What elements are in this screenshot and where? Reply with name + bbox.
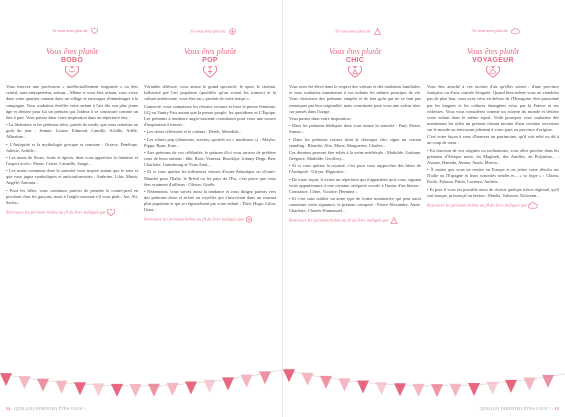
bunting-flag [111, 384, 123, 397]
triangle-icon [374, 28, 381, 35]
type-title: Vous êtes plutôt [466, 47, 520, 56]
footer-right [480, 406, 559, 411]
bunting-flag [19, 376, 31, 389]
paragraph: • Les noms de fleurs, fruits et épices, dont vous appréciez la fantaisie et l'aspect écolo : Prune, Cerise, Cannelle, Sauge... [6, 154, 138, 166]
paragraph: • La littérature et les prénoms rétro, passés de mode, que vous remettez au goût du jour : Jeanne, Louise, Edmond, Camille, Achille, Adèle, Albertine... [6, 122, 138, 140]
paragraph: • Et si vous quittez la royauté, c'est pour vous rapprocher des héros de l'Antiquité : Ulysse, Hippolyte... [289, 163, 421, 175]
paragraph: Véritable télévore, vous aimez le grand spectacle, le sport, le cinéma. Influencé par l'art populaire (qualifiés qu'on soient les formes) et la culture américaine, vous êtes un « produit de votre temps ». [144, 84, 276, 102]
bunting-flag [37, 379, 49, 392]
bunting-flag [487, 382, 499, 395]
heart-outline-icon [65, 66, 79, 78]
type-title: Vous êtes plutôt [183, 47, 237, 56]
bunting-flag [413, 384, 425, 397]
column-voyageur [427, 28, 559, 209]
bunting-flag [93, 383, 105, 396]
type-word: VOYAGEUR [472, 57, 514, 65]
column-bobo [6, 28, 138, 216]
bunting-garland [0, 360, 282, 406]
bunting-flag [130, 384, 142, 397]
body-text [289, 84, 421, 214]
retrouvez-text: Retrouvez les prénoms bobos au fil du livre indiqués par [6, 209, 107, 215]
paragraph: • L'Antiquité et la mythologie grecque et romaine : Octave, Pénélope, Juliette, Achille... [6, 141, 138, 153]
retrouvez-note [6, 209, 138, 216]
bunting-flag [542, 375, 554, 388]
bunting-flag [431, 384, 443, 397]
right-page [283, 0, 565, 417]
bunting-flag [222, 377, 234, 390]
type-word: CHIC [345, 57, 365, 65]
body-text [6, 84, 138, 206]
bunting-flag [283, 369, 295, 382]
heart-cross-icon [203, 66, 217, 78]
bunting-flag [505, 380, 517, 393]
heart-outline-icon [91, 28, 98, 34]
bunting-flag [241, 375, 253, 388]
heart-outline-icon [486, 66, 500, 78]
footer-text: - QUEL(LE) PARENT(E) ÊTES-VOUS ? [11, 406, 86, 411]
bunting-flag [185, 382, 197, 395]
footer-text: QUEL(LE) PARENT(E) ÊTES-VOUS ? - [479, 406, 554, 411]
intro-line [12, 28, 138, 46]
type-word: POP [202, 57, 218, 65]
paragraph: Vous avez été élevé dans le respect des valeurs et des traditions familiales, et vous souhaitez transmettre à vos enfants les mêmes principes de vie. Vous choisissez des prénoms simples et de bon goût qui ne se font pas remarquer par leur originalité, mais constituent pour vous une valeur sûre, car passés dans l'usage. [289, 84, 421, 114]
bunting-flag [204, 380, 216, 393]
body-text [144, 84, 276, 213]
bunting-flag [0, 373, 12, 386]
paragraph: • Les noms communs dont la sonorité vous inspire autant que le sens et que vous jugez symboliques et anticonformistes : Ambrine, Lilas, Marin, Angèle, Antonin... [6, 168, 138, 186]
paragraph: • Dans les prénoms bibliques dont vous aimez la sonorité : Paul, Pierre, Simon... [289, 123, 421, 135]
bunting-flag [468, 383, 480, 396]
intro-text: Si vous avez plus de [190, 28, 226, 34]
bunting-flag [357, 381, 369, 394]
bunting-flag [376, 382, 388, 395]
intro-line [433, 28, 559, 46]
intro-text: Si vous avez plus de [472, 28, 508, 33]
paragraph: Vous puisez dans votre inspiration : [289, 115, 353, 121]
bunting-garland [283, 360, 565, 406]
paragraph: • De toute façon, il existe un répertoire qui n'appartient qu'à vous, signant votre appartenance à une certaine catégorie sociale à l'instar d'un blason : Constance, Côme, Victoire, Hermine... [289, 176, 421, 194]
bunting-flag [394, 383, 406, 396]
retrouvez-text: Retrouvez les prénoms bobos au fil du livre indiqués par [289, 218, 390, 223]
retrouvez-note [427, 202, 559, 209]
left-page [0, 0, 282, 417]
paragraph: Vous êtes attaché à vos racines d'où qu'elles soient : d'une province française ou d'une contrée éloignée. Quand bien même vous ne viendriez pas de plus loin, vous avez vécu en dehors de l'Hexagone, êtes passionné par les langues et les cultures étrangères et/ou par la France et ses richesses. Vous vous considérez comme un citoyen du monde et désirez votre enfant dans le même esprit. Voilà pourquoi vous souhaitez dès maintenant lui offrir un prénom faisant montre d'une certaine ouverture sur le monde ou renvoyant joliment à votre pays ou province d'origine. [427, 84, 559, 132]
column-pop [144, 28, 276, 223]
paragraph: • Et puis il vous est possible aussi de choisir quelque trésor régional, qu'il soit basque, provençal ou breton : Maelia, Yahaven, Nolwenn... [427, 186, 559, 198]
retrouvez-text: Retrouvez les prénoms bobos au fil du livre indiqués par [144, 216, 245, 222]
paragraph: • Et si vous quittez les influences venues d'outre-Atlantique ou d'outre-Manche pour l'Italie, le Brésil ou les pays de l'Est, c'est parce que vous êtes vraiment d'ailleurs : Olivier, Giséle. [144, 169, 276, 187]
cloud-icon [528, 202, 538, 209]
bunting-flag [524, 378, 536, 391]
retrouvez-note [144, 216, 276, 223]
intro-line [150, 28, 276, 46]
column-chic [289, 28, 421, 224]
type-title: Vous êtes plutôt [45, 47, 99, 56]
paragraph: C'est votre façon à vous d'honorer un patrimoine, qu'il soit relié ou dû à un coup de cœur : [427, 134, 559, 146]
paragraph: • Néanmoins, vous suivez aussi la tendance et vous dirigez parfois vers des prénoms doux et riches en voyelles qui s'inscrivent dans un courant plus populaire et qui se régionalisent par votre enfant : Théo, Hugo, Lilou, Ilona... [144, 188, 276, 213]
paragraph: • En fonction de vos origines ou inclinations, vous allez piocher dans les prénoms d'Afrique noire, du Maghreb, des Antilles, de Polynésie... : Assane, Hamida, Amina, Anaïs, Maeva... [427, 147, 559, 165]
intro-line [295, 28, 421, 46]
paragraph: • Dans les prénoms royaux dont le classique chic signe un certain standing : Blanche, Alix, Marie, Marguerite, Charles... [289, 136, 421, 148]
bunting-flag [339, 378, 351, 391]
cloud-icon [511, 28, 520, 34]
paragraph: • Les icônes pop (chanteurs, acteurs, sportifs ou « modeuses ») : Maybo, Pippa, Ryan, Kate... [144, 136, 276, 148]
bunting-flag [74, 382, 86, 395]
intro-text: Si vous avez plus de [335, 28, 371, 34]
paragraph: • Pour les filles, vous continuez parfois de prendre le contre-pied en piochant chez les garçons, mais à l'anglo-saxonne s'il vous plaît : Joe, Ali, Sacha... [6, 187, 138, 205]
paragraph: • Et c'est sans oublier un autre type de forme nominative qui peut aussi constituer votre signature, le prénom composé : Pierre-Alexandre, Anne-Charlotte, Charles-Emmanuel... [289, 196, 421, 214]
footer-left [6, 406, 85, 411]
intro-text: Si vous avez plus de [52, 28, 88, 33]
bunting-flag [320, 376, 332, 389]
body-text [427, 84, 559, 198]
heart-outline-icon [348, 66, 362, 78]
heart-cross-icon [229, 28, 236, 35]
bunting-flag [302, 373, 314, 386]
bunting-flag [259, 371, 271, 384]
bunting-flag [167, 383, 179, 396]
bunting-flag [450, 384, 462, 397]
paragraph: • Aux prénoms de vos célébrités, le prénom d'ici vous arrivez de préférer ceux de leurs enfants : Idle, Rose, Vanessa, Brooklyn, Johnny Depp, Ben, Charlotte, Gainsbourg et Yvan Attal... [144, 149, 276, 168]
paragraph: Vous exercez une profession « intellectuellement exigeante » ou êtes créatif, auto-entrepreneur, artisan... Même si vous êtes urbain, vous vivez dans votre quartier comme dans un village et envisagez d'emménager à la campagne. Vous souhaitez éveiller votre enfant à l'art dès son plus jeune âge et désirez pour lui un prénom qui l'aidera à se construire comme un être à part. Vous puisez dans votre inspiration dans un répertoire arty : [6, 84, 138, 120]
page-number: 15 [554, 406, 559, 411]
type-word: BOBO [60, 57, 84, 65]
triangle-icon [390, 217, 398, 224]
retrouvez-note [289, 217, 421, 224]
paragraph: Connecté, vous connaissez les réseaux sociaux et lisez la presse féminine, GQ ou Vanity Fair autant que la presse people, les quotidiens et L'Équipe. Les prénoms à tendance anglo-saxonne constituent pour vous une source d'inspiration à travers : [144, 103, 276, 128]
paragraph: • Les séries télévisées et le cinéma : Derek, Meredith... [144, 129, 242, 135]
bunting-flag [56, 381, 68, 394]
paragraph: • À moins que vous ne restiez en Europe et ne jetiez votre dévolu sur l'Italie ou l'Espagne et leurs sonorités rondes et... « so hype » : Chiara, Paolo, Paloma, Pablo, Lorenzo, Andréa... [427, 167, 559, 185]
bunting-flag [148, 384, 160, 397]
heart-outline-icon [107, 209, 115, 216]
heart-cross-icon [245, 216, 253, 223]
page-number: 14 [6, 406, 11, 411]
type-title: Vous êtes plutôt [328, 47, 382, 56]
retrouvez-text: Retrouvez les prénoms bobos au fil du livre indiqués par [427, 202, 528, 208]
paragraph: Ces derniers peuvent être reliés à la veine médiévale : Mathilde, Gaëtane, Grégoire, Mathilde, Geoffroy... [289, 149, 421, 162]
